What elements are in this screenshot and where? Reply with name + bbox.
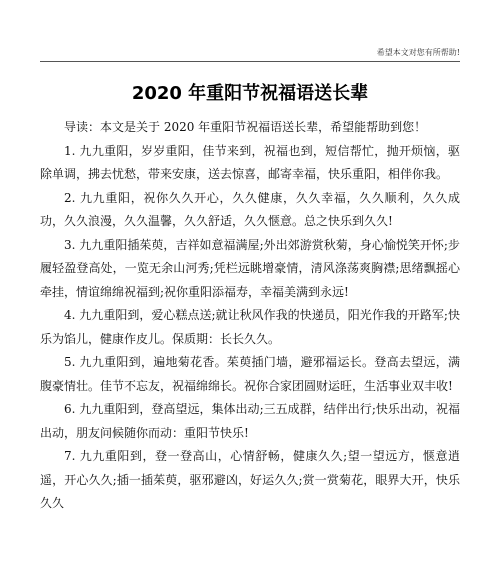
blessing-paragraph-5: 5. 九九重阳到，遍地菊花香。茱萸插门墙，避邪福运长。登高去望远，满腹豪情壮。佳节不忘友，祝福绵绵长。祝你合家团圆财运旺，生活事业双丰收!: [40, 355, 460, 393]
blessing-paragraph-6: 6. 九九重阳到，登高望远，集体出动;三五成群，结伴出行;快乐出动，祝福出动，朋友问候随你而动：重阳节快乐!: [40, 402, 460, 440]
document-body: [40, 116, 460, 516]
header-note: 希望本文对您有所帮助!: [376, 48, 460, 57]
header-divider: [40, 61, 460, 62]
blessing-paragraph-4: 4. 九九重阳到，爱心糕点送;就让秋风作我的快递员，阳光作我的开路军;快乐为馅儿，健康作皮儿。保质期：长长久久。: [40, 308, 460, 346]
blessing-paragraph-2: 2. 九九重阳，祝你久久开心，久久健康，久久幸福，久久顺利，久久成功，久久浪漫，久久温馨，久久舒适，久久惬意。总之快乐到久久!: [40, 190, 460, 228]
document-title: 2020 年重阳节祝福语送长辈: [131, 83, 369, 104]
blessing-paragraph-7: 7. 九九重阳到，登一登高山，心情舒畅，健康久久;望一望远方，惬意逍遥，开心久久;插一插茱萸，驱邪避凶，好运久久;赏一赏菊花，眼界大开，快乐久久: [40, 449, 460, 510]
blessing-paragraph-1: 1. 九九重阳，岁岁重阳，佳节来到，祝福也到，短信帮忙，抛开烦恼，驱除单调，拂去忧愁，带来安康，送去惊喜，邮寄幸福，快乐重阳，相伴你我。: [40, 143, 460, 181]
intro-paragraph: 导读：本文是关于 2020 年重阳节祝福语送长辈，希望能帮助到您！: [64, 120, 427, 134]
blessing-paragraph-3: 3. 九九重阳插茱萸，吉祥如意福满屋;外出郊游赏秋菊，身心愉悦笑开怀;步履轻盈登高处，一览无余山河秀;凭栏远眺增豪情，清风涤荡爽胸襟;思绪飘摇心牵挂，情谊绵绵祝福到;祝你重阳添福寿，幸福美满到永远!: [40, 237, 460, 299]
